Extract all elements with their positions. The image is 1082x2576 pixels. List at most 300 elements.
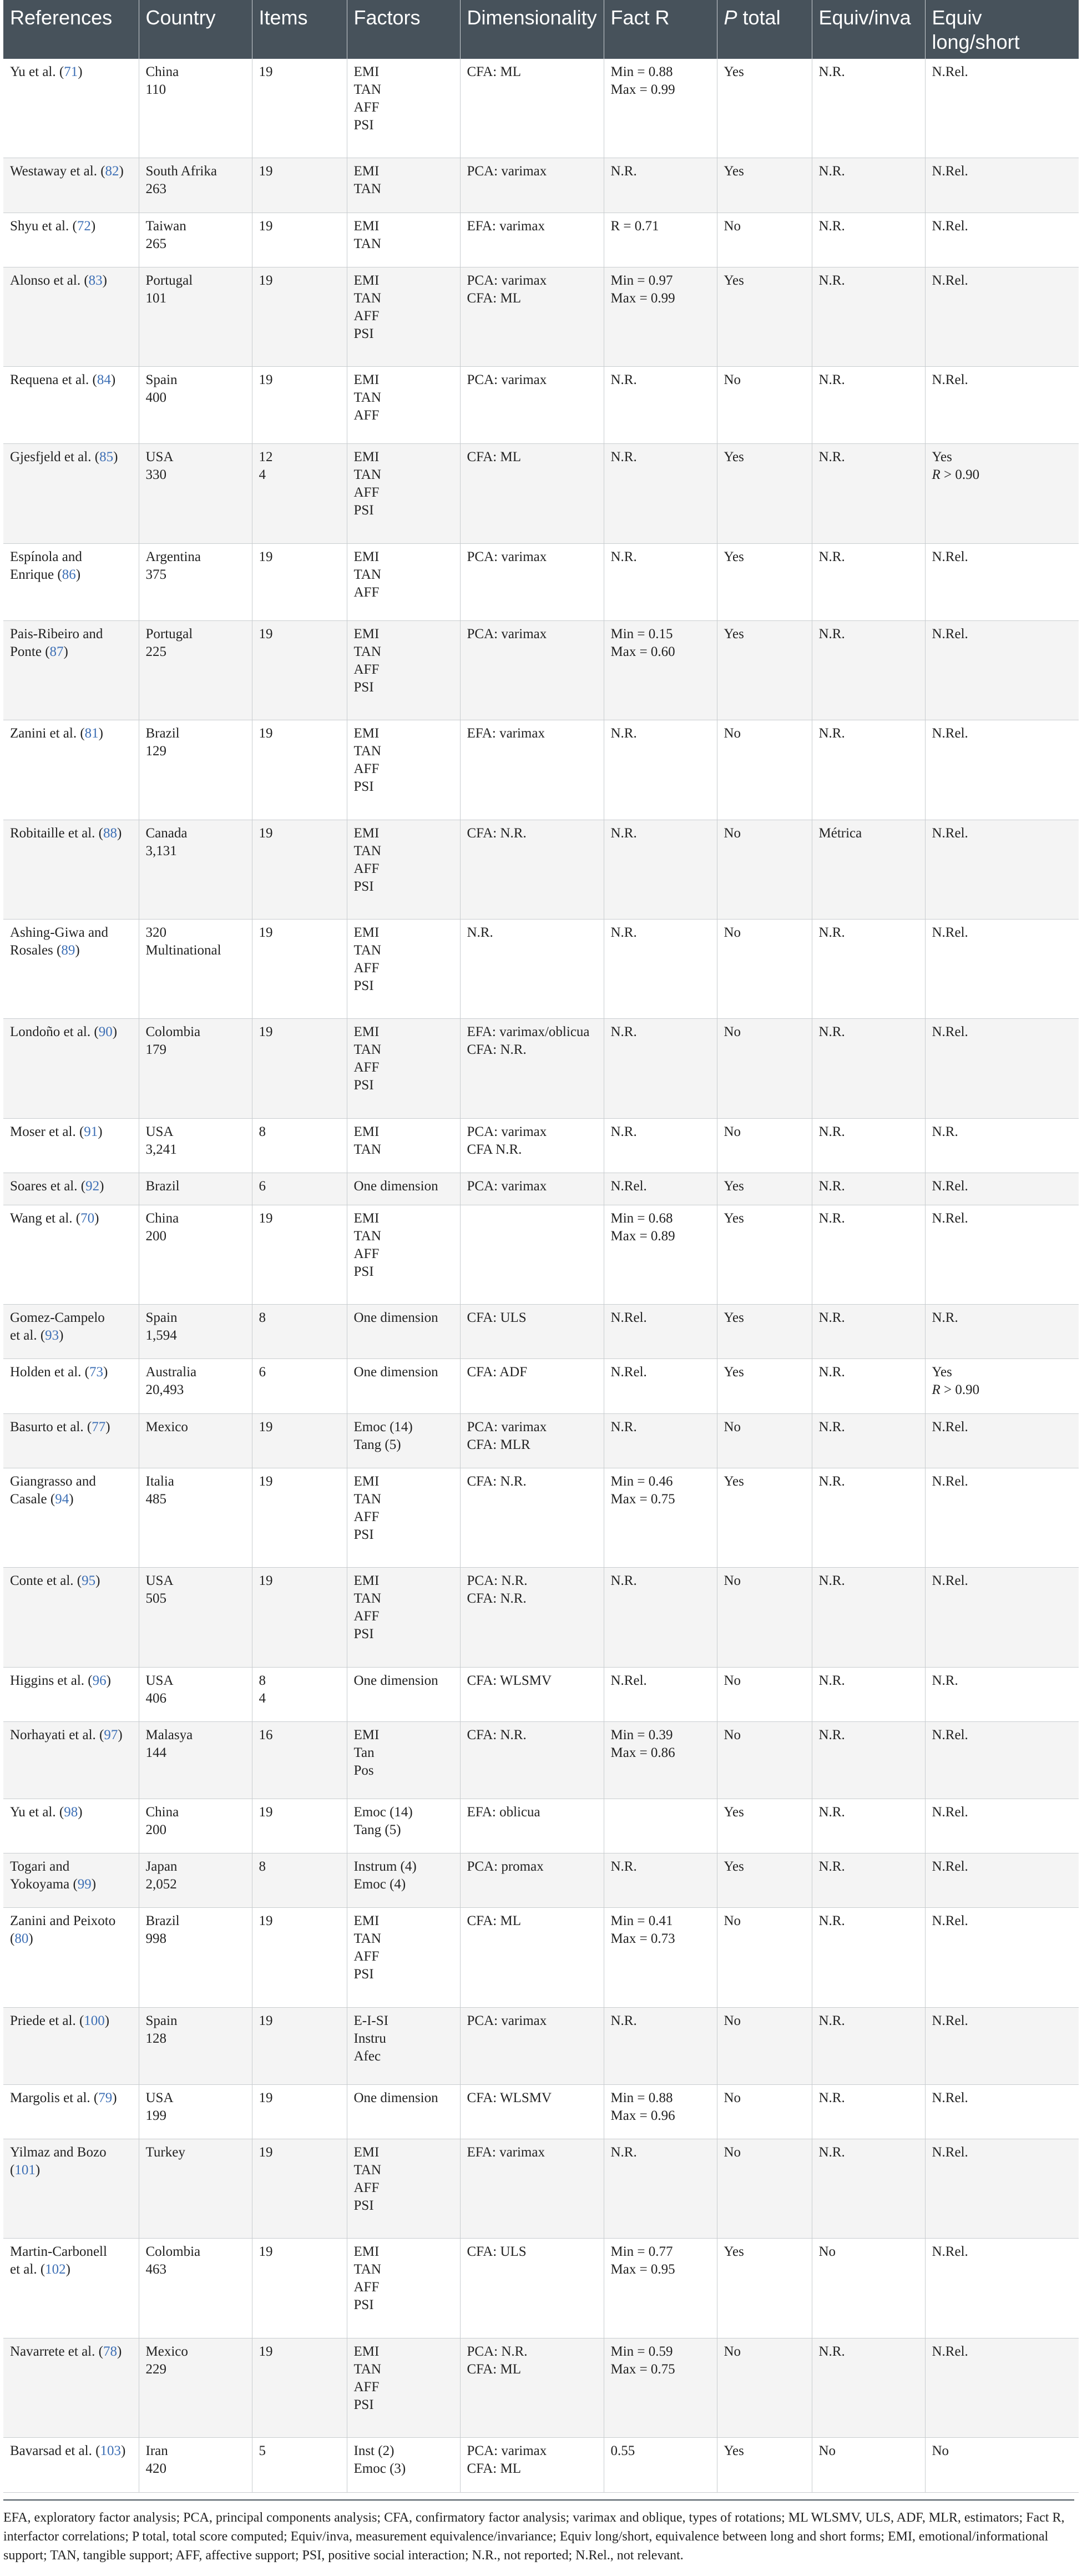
cell-country xyxy=(139,1568,252,1667)
cell-factors xyxy=(347,2139,460,2239)
country-line: 3,131 xyxy=(145,843,177,858)
factors-line: PSI xyxy=(353,503,374,518)
p-total-line: Yes xyxy=(724,1179,744,1194)
reference-line: Togari and xyxy=(10,1859,70,1875)
country-line: USA xyxy=(145,1124,174,1139)
cell-fact-r xyxy=(604,920,717,1019)
header-row xyxy=(3,0,1079,59)
reference-author: Bavarsad et al. ( xyxy=(10,2443,100,2459)
cell-p-total xyxy=(717,1118,812,1173)
cell-equiv-inva xyxy=(812,1359,925,1413)
citation-link[interactable]: 93 xyxy=(45,1328,59,1343)
dimensionality-line: CFA: ULS xyxy=(467,2244,527,2260)
factors-line: EMI xyxy=(353,218,380,234)
fact-r-line: Min = 0.15 xyxy=(610,626,673,642)
citation-link[interactable]: 71 xyxy=(64,64,78,79)
cell-equiv-long-short xyxy=(925,1118,1079,1173)
cell-fact-r xyxy=(604,543,717,620)
cell-items xyxy=(252,620,347,720)
equiv-long-short-line: N.Rel. xyxy=(932,2145,968,2160)
cell-p-total xyxy=(717,158,812,213)
cell-equiv-inva xyxy=(812,720,925,820)
table-row xyxy=(3,59,1079,158)
factors-line: One dimension xyxy=(353,1673,438,1688)
citation-link[interactable]: 78 xyxy=(103,2343,117,2359)
citation-link[interactable]: 92 xyxy=(85,1179,100,1194)
cell-dimensionality xyxy=(460,158,604,213)
factors-line: TAN xyxy=(353,644,381,659)
cell-dimensionality xyxy=(460,2139,604,2239)
country-line: 128 xyxy=(145,2031,166,2046)
cell-equiv-inva xyxy=(812,1568,925,1667)
citation-link[interactable]: 101 xyxy=(14,2163,36,2178)
cell-p-total xyxy=(717,2338,812,2437)
cell-p-total xyxy=(717,367,812,444)
cell-equiv-long-short xyxy=(925,543,1079,620)
reference-citation-line xyxy=(10,1726,132,1744)
equiv-inva-line: N.R. xyxy=(818,1310,845,1326)
factors-line: AFF xyxy=(353,961,380,976)
country-line: 144 xyxy=(145,1745,166,1761)
cell-reference xyxy=(3,267,139,366)
citation-close: ) xyxy=(103,1365,108,1380)
cell-equiv-inva xyxy=(812,1667,925,1721)
table-row xyxy=(3,1568,1079,1667)
cell-dimensionality xyxy=(460,2084,604,2139)
dimensionality-line: PCA: varimax xyxy=(467,272,547,288)
factors-line: Instrum (4) xyxy=(353,1859,417,1875)
cell-factors xyxy=(347,267,460,366)
country-line: 400 xyxy=(145,390,166,406)
cell-country xyxy=(139,158,252,213)
cell-equiv-inva xyxy=(812,1853,925,1908)
cell-items xyxy=(252,1908,347,2007)
fact-r-line: N.R. xyxy=(610,726,637,741)
country-line: South Afrika xyxy=(145,164,217,179)
factors-line: EMI xyxy=(353,549,380,564)
citation-link[interactable]: 77 xyxy=(92,1419,106,1435)
factors-line: EMI xyxy=(353,272,380,288)
country-line: 998 xyxy=(145,1931,166,1947)
equiv-inva-line: N.R. xyxy=(818,1728,845,1743)
country-line: Malasya xyxy=(145,1728,193,1743)
factors-line: AFF xyxy=(353,1246,380,1261)
p-total-line: Yes xyxy=(724,64,744,79)
cell-p-total xyxy=(717,720,812,820)
citation-link[interactable]: 83 xyxy=(88,272,103,288)
r-value: > 0.90 xyxy=(940,1382,980,1398)
cell-equiv-long-short xyxy=(925,1019,1079,1118)
fact-r-line: N.R. xyxy=(610,2013,637,2028)
citation-link[interactable]: 99 xyxy=(77,1877,92,1892)
cell-p-total xyxy=(717,213,812,267)
dimensionality-line: PCA: varimax xyxy=(467,1419,547,1435)
cell-equiv-long-short xyxy=(925,2338,1079,2437)
country-line: 485 xyxy=(145,1491,166,1507)
citation-link[interactable]: 87 xyxy=(49,644,64,659)
items-line: 19 xyxy=(259,1913,273,1929)
cell-reference xyxy=(3,1722,139,1799)
reference-author: Gjesfjeld et al. ( xyxy=(10,449,100,465)
cell-country xyxy=(139,2139,252,2239)
fact-r-line: N.R. xyxy=(610,1573,637,1589)
cell-items xyxy=(252,213,347,267)
cell-dimensionality xyxy=(460,59,604,158)
equiv-long-short-line: N.Rel. xyxy=(932,825,968,841)
cell-fact-r xyxy=(604,2139,717,2239)
cell-reference xyxy=(3,2139,139,2239)
cell-equiv-inva xyxy=(812,2084,925,2139)
cell-items xyxy=(252,820,347,919)
factors-line: Emoc (3) xyxy=(353,2461,406,2477)
reference-author: Basurto et al. ( xyxy=(10,1419,92,1435)
dimensionality-line: CFA: ML xyxy=(467,449,521,465)
dimensionality-line: PCA: varimax xyxy=(467,2443,547,2459)
fact-r-line: N.R. xyxy=(610,372,637,388)
cell-reference xyxy=(3,2239,139,2338)
header-p-rest: total xyxy=(737,6,781,29)
equiv-inva-line: No xyxy=(818,2443,836,2459)
cell-country xyxy=(139,444,252,543)
reference-citation-line xyxy=(10,2012,132,2030)
fact-r-line: Max = 0.95 xyxy=(610,2262,675,2277)
header-items: Items xyxy=(252,0,347,59)
equiv-long-short-line: N.Rel. xyxy=(932,1573,968,1589)
p-total-line: No xyxy=(724,1673,741,1688)
cell-factors xyxy=(347,2338,460,2437)
citation-link[interactable]: 80 xyxy=(14,1931,29,1947)
cell-items xyxy=(252,158,347,213)
cell-reference xyxy=(3,158,139,213)
country-line: 320 xyxy=(145,925,166,940)
equiv-long-short-line: N.Rel. xyxy=(932,2090,968,2105)
factors-line: Emoc (14) xyxy=(353,1419,413,1435)
header-country: Country xyxy=(139,0,252,59)
items-line: 19 xyxy=(259,1419,273,1435)
table-row xyxy=(3,1173,1079,1205)
cell-items xyxy=(252,367,347,444)
reference-citation-line xyxy=(10,942,132,959)
factors-line: TAN xyxy=(353,82,381,97)
cell-p-total xyxy=(717,1468,812,1567)
factors-line: EMI xyxy=(353,2145,380,2160)
citation-link[interactable]: 89 xyxy=(61,943,75,958)
cell-factors xyxy=(347,2239,460,2338)
fact-r-line: Max = 0.60 xyxy=(610,644,675,659)
reference-author: Higgins et al. ( xyxy=(10,1673,93,1688)
table-row xyxy=(3,267,1079,366)
country-line: USA xyxy=(145,449,174,465)
items-line: 19 xyxy=(259,1473,273,1489)
cell-equiv-long-short xyxy=(925,444,1079,543)
p-total-line: Yes xyxy=(724,1365,744,1380)
factors-line: TAN xyxy=(353,236,381,251)
table-row xyxy=(3,1853,1079,1908)
cell-equiv-inva xyxy=(812,267,925,366)
citation-link[interactable]: 91 xyxy=(84,1124,98,1139)
p-total-line: No xyxy=(724,1024,741,1040)
citation-close: ) xyxy=(59,1328,64,1343)
cell-p-total xyxy=(717,267,812,366)
equiv-inva-line: No xyxy=(818,2244,836,2260)
reference-author: ( xyxy=(10,1931,15,1947)
r-letter: R xyxy=(932,467,941,483)
cell-equiv-long-short xyxy=(925,1305,1079,1359)
cell-factors xyxy=(347,444,460,543)
cell-dimensionality xyxy=(460,367,604,444)
table-row xyxy=(3,1468,1079,1567)
fact-r-line: Max = 0.75 xyxy=(610,1491,675,1507)
items-line: 19 xyxy=(259,2343,273,2359)
cell-country xyxy=(139,2239,252,2338)
factors-line: AFF xyxy=(353,485,380,501)
cell-dimensionality xyxy=(460,2007,604,2084)
cell-dimensionality xyxy=(460,444,604,543)
cell-equiv-inva xyxy=(812,1413,925,1468)
cell-equiv-inva xyxy=(812,543,925,620)
table-row xyxy=(3,1799,1079,1853)
cell-p-total xyxy=(717,920,812,1019)
cell-country xyxy=(139,2007,252,2084)
citation-link[interactable]: 100 xyxy=(84,2013,105,2028)
citation-close: ) xyxy=(75,943,80,958)
cell-dimensionality xyxy=(460,1305,604,1359)
fact-r-line: N.R. xyxy=(610,1419,637,1435)
items-line: 19 xyxy=(259,925,273,940)
dimensionality-line: CFA: ML xyxy=(467,64,521,79)
citation-link[interactable]: 95 xyxy=(82,1573,96,1589)
reference-author: Rosales ( xyxy=(10,943,62,958)
reference-citation-line xyxy=(10,272,132,290)
factors-line: EMI xyxy=(353,372,380,388)
factors-line: EMI xyxy=(353,2343,380,2359)
p-total-line: No xyxy=(724,2090,741,2105)
cell-dimensionality xyxy=(460,1667,604,1721)
fact-r-line: N.R. xyxy=(610,1024,637,1040)
p-total-line: No xyxy=(724,218,741,234)
citation-close: ) xyxy=(113,449,118,465)
equiv-long-short-line: N.Rel. xyxy=(932,1913,968,1929)
cell-dimensionality xyxy=(460,267,604,366)
country-line: 375 xyxy=(145,567,166,582)
cell-items xyxy=(252,2139,347,2239)
equiv-long-short-line: N.Rel. xyxy=(932,1473,968,1489)
cell-reference xyxy=(3,1413,139,1468)
cell-equiv-long-short xyxy=(925,2438,1079,2492)
citation-link[interactable]: 86 xyxy=(62,567,76,582)
factors-line: AFF xyxy=(353,2379,380,2395)
citation-link[interactable]: 81 xyxy=(84,726,99,741)
reference-author: Moser et al. ( xyxy=(10,1124,84,1139)
dimensionality-line: EFA: varimax/oblicua xyxy=(467,1024,590,1040)
factors-line: One dimension xyxy=(353,1365,438,1380)
country-line: 263 xyxy=(145,181,166,197)
citation-close: ) xyxy=(102,272,107,288)
reference-author: Shyu et al. ( xyxy=(10,218,77,234)
equiv-long-short-line: N.Rel. xyxy=(932,549,968,564)
table-row xyxy=(3,1722,1079,1799)
table-row xyxy=(3,620,1079,720)
country-line: Mexico xyxy=(145,2343,188,2359)
dimensionality-line: PCA: N.R. xyxy=(467,2343,528,2359)
reference-author: Enrique ( xyxy=(10,567,62,582)
cell-country xyxy=(139,1118,252,1173)
cell-factors xyxy=(347,1799,460,1853)
items-line: 19 xyxy=(259,1804,273,1820)
cell-equiv-long-short xyxy=(925,1908,1079,2007)
citation-link[interactable]: 84 xyxy=(97,372,111,388)
items-line: 5 xyxy=(259,2443,266,2459)
fact-r-line: N.R. xyxy=(610,925,637,940)
p-total-line: No xyxy=(724,726,741,741)
citation-close: ) xyxy=(98,726,103,741)
cell-p-total xyxy=(717,620,812,720)
fact-r-line: N.R. xyxy=(610,1859,637,1875)
fact-r-line: N.Rel. xyxy=(610,1179,647,1194)
citation-link[interactable]: 73 xyxy=(89,1365,104,1380)
cell-equiv-inva xyxy=(812,367,925,444)
cell-items xyxy=(252,2084,347,2139)
cell-equiv-long-short xyxy=(925,720,1079,820)
cell-dimensionality xyxy=(460,1468,604,1567)
cell-country xyxy=(139,543,252,620)
country-line: 1,594 xyxy=(145,1328,177,1343)
cell-reference xyxy=(3,1359,139,1413)
citation-link[interactable]: 94 xyxy=(55,1491,69,1507)
equiv-long-short-line: No xyxy=(932,2443,949,2459)
citation-link[interactable]: 88 xyxy=(103,825,118,841)
cell-dimensionality xyxy=(460,2239,604,2338)
items-line: 8 xyxy=(259,1673,266,1688)
reference-citation-line xyxy=(10,1804,132,1821)
citation-close: ) xyxy=(112,2090,117,2105)
country-line: USA xyxy=(145,1573,174,1589)
citation-link[interactable]: 102 xyxy=(45,2262,66,2277)
cell-dimensionality xyxy=(460,1908,604,2007)
cell-equiv-inva xyxy=(812,59,925,158)
citation-close: ) xyxy=(63,644,68,659)
reference-author: Ponte ( xyxy=(10,644,50,659)
p-total-line: Yes xyxy=(724,626,744,642)
equiv-inva-line: N.R. xyxy=(818,549,845,564)
citation-link[interactable]: 103 xyxy=(100,2443,121,2459)
equiv-inva-line: N.R. xyxy=(818,1573,845,1589)
citation-close: ) xyxy=(119,164,124,179)
citation-link[interactable]: 70 xyxy=(80,1210,95,1226)
country-line: 200 xyxy=(145,1228,166,1244)
cell-items xyxy=(252,2239,347,2338)
p-total-line: No xyxy=(724,925,741,940)
items-line: 19 xyxy=(259,372,273,388)
citation-link[interactable]: 98 xyxy=(64,1804,78,1820)
items-line: 19 xyxy=(259,2090,273,2105)
dimensionality-line: CFA: ADF xyxy=(467,1365,528,1380)
factors-line: AFF xyxy=(353,2280,380,2295)
reference-citation-line xyxy=(10,2161,132,2179)
cell-country xyxy=(139,1173,252,1205)
country-line: 229 xyxy=(145,2361,166,2377)
cell-equiv-long-short xyxy=(925,267,1079,366)
fact-r-line: N.R. xyxy=(610,549,637,564)
country-line: 101 xyxy=(145,290,166,306)
cell-dimensionality xyxy=(460,1722,604,1799)
p-total-line: No xyxy=(724,825,741,841)
factors-line: EMI xyxy=(353,1024,380,1040)
cell-country xyxy=(139,1305,252,1359)
cell-equiv-inva xyxy=(812,1305,925,1359)
citation-link[interactable]: 90 xyxy=(98,1024,113,1040)
citation-link[interactable]: 97 xyxy=(104,1728,118,1743)
fact-r-line: R = 0.71 xyxy=(610,218,659,234)
table-row xyxy=(3,2007,1079,2084)
cell-dimensionality xyxy=(460,2338,604,2437)
cell-equiv-inva xyxy=(812,1908,925,2007)
equiv-inva-line: N.R. xyxy=(818,726,845,741)
reference-line: Gomez-Campelo xyxy=(10,1310,105,1326)
equiv-long-short-line: N.R. xyxy=(932,1310,958,1326)
cell-items xyxy=(252,1722,347,1799)
cell-country xyxy=(139,620,252,720)
data-table xyxy=(3,0,1079,2493)
cell-equiv-long-short xyxy=(925,2139,1079,2239)
cell-equiv-long-short xyxy=(925,2007,1079,2084)
items-line: 4 xyxy=(259,1690,266,1706)
cell-country xyxy=(139,1359,252,1413)
cell-items xyxy=(252,2438,347,2492)
cell-equiv-inva xyxy=(812,1173,925,1205)
factors-line: TAN xyxy=(353,390,381,406)
factors-line: EMI xyxy=(353,1573,380,1589)
r-letter: R xyxy=(932,1382,941,1398)
equiv-inva-line: N.R. xyxy=(818,449,845,465)
equiv-inva-line: N.R. xyxy=(818,2343,845,2359)
reference-line: Giangrasso and xyxy=(10,1473,96,1489)
reference-citation-line xyxy=(10,1123,132,1141)
country-line: Australia xyxy=(145,1365,197,1380)
factors-line: AFF xyxy=(353,100,380,115)
citation-link[interactable]: 96 xyxy=(92,1673,107,1688)
cell-p-total xyxy=(717,1305,812,1359)
citation-link[interactable]: 85 xyxy=(99,449,114,465)
cell-fact-r xyxy=(604,2084,717,2139)
factors-line: AFF xyxy=(353,1509,380,1524)
citation-link[interactable]: 82 xyxy=(105,164,119,179)
citation-link[interactable]: 79 xyxy=(98,2090,113,2105)
citation-link[interactable]: 72 xyxy=(77,218,91,234)
cell-fact-r xyxy=(604,1305,717,1359)
cell-factors xyxy=(347,1667,460,1721)
cell-reference xyxy=(3,2338,139,2437)
dimensionality-line: CFA: N.R. xyxy=(467,1473,527,1489)
cell-reference xyxy=(3,444,139,543)
citation-close: ) xyxy=(117,2343,122,2359)
cell-equiv-long-short xyxy=(925,2084,1079,2139)
equiv-inva-line: N.R. xyxy=(818,1419,845,1435)
reference-citation-line xyxy=(10,1178,132,1195)
fact-r-line: Max = 0.99 xyxy=(610,290,675,306)
factors-line: PSI xyxy=(353,2397,374,2412)
cell-equiv-inva xyxy=(812,920,925,1019)
reference-citation-line xyxy=(10,2442,132,2460)
reference-author: Wang et al. ( xyxy=(10,1210,81,1226)
cell-factors xyxy=(347,59,460,158)
factors-line: EMI xyxy=(353,1913,380,1929)
cell-equiv-long-short xyxy=(925,1413,1079,1468)
items-line: 8 xyxy=(259,1859,266,1875)
country-line: Italia xyxy=(145,1473,174,1489)
table-row xyxy=(3,720,1079,820)
cell-items xyxy=(252,1019,347,1118)
